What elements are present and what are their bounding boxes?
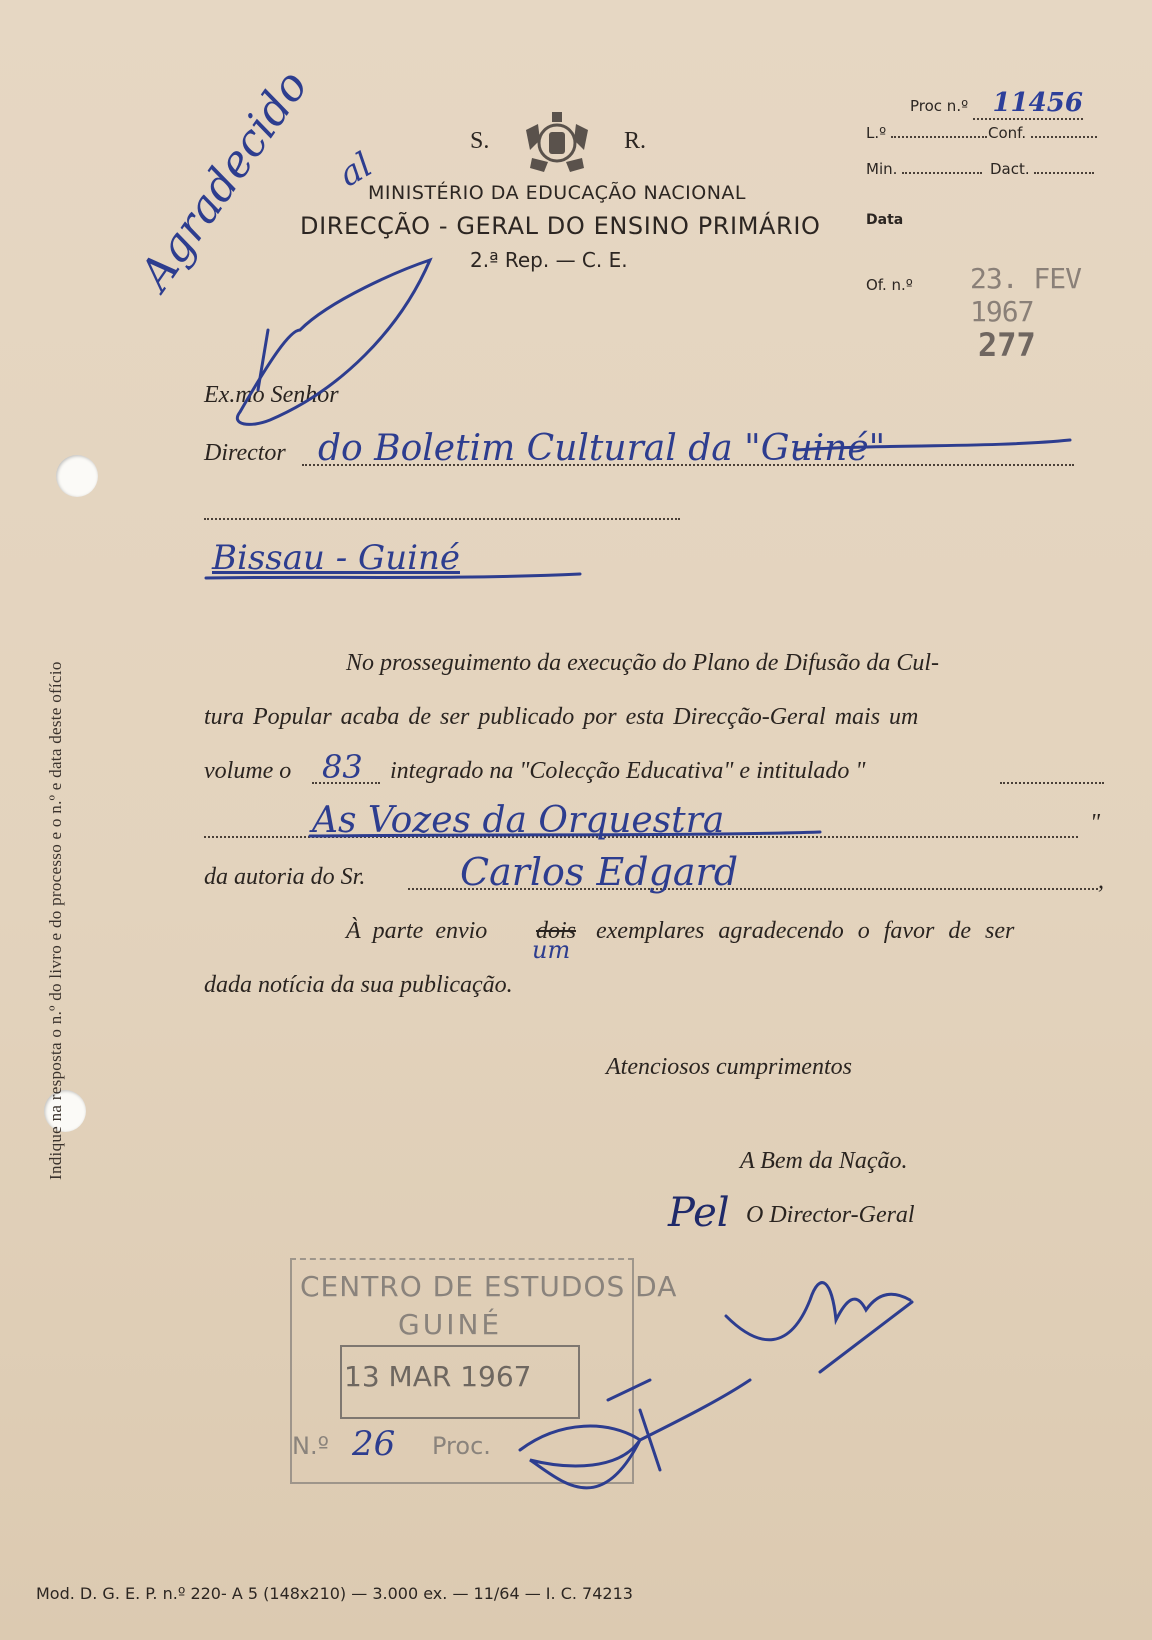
proc-label: Proc n.º — [910, 97, 969, 115]
author-value: Carlos Edgard — [460, 850, 739, 894]
office-number: 277 — [978, 326, 1036, 364]
conf-label: Conf. — [988, 124, 1027, 142]
title-close: " — [1090, 810, 1101, 836]
data-label: Data — [866, 212, 904, 228]
dact-label: Dact. — [990, 160, 1030, 178]
place-value: Bissau - Guiné — [212, 538, 460, 578]
margin-instruction: Indique na resposta o n.º do livro e do processo e o n.º e data deste ofício — [46, 661, 65, 1180]
director-strikethrough — [796, 440, 1070, 450]
body-line-3b: integrado na "Colecção Educativa" e intitulado " — [390, 758, 866, 784]
director-label: Director — [204, 440, 286, 466]
stamp-proc-label: Proc. — [432, 1432, 491, 1460]
body-p2-inserted: um — [532, 936, 571, 964]
ministry-name: MINISTÉRIO DA EDUCAÇÃO NACIONAL — [368, 182, 747, 204]
stamp-line-1: CENTRO DE ESTUDOS DA — [300, 1270, 678, 1303]
header-s: S. — [470, 128, 490, 154]
title-underline — [310, 832, 820, 836]
signer-title: O Director-Geral — [746, 1202, 915, 1228]
stamp-no-value: 26 — [352, 1424, 396, 1464]
margin-annotation: Agradecido — [130, 61, 318, 300]
livro-label: L.º — [866, 124, 887, 142]
body-p2-b: exemplares agradecendo o favor de ser — [596, 918, 1015, 944]
body-p2-line2: dada notícia da sua publicação. — [204, 972, 513, 998]
direccao-name: DIRECÇÃO - GERAL DO ENSINO PRIMÁRIO — [300, 212, 821, 240]
date-stamp: 23. FEV 1967 — [970, 262, 1082, 328]
nation-salute: A Bem da Nação. — [740, 1148, 908, 1174]
volume-number: 83 — [322, 748, 363, 786]
proc-value: 11456 — [973, 88, 1083, 120]
body-line-2: tura Popular acaba de ser publicado por esta Direcção-Geral mais um — [204, 704, 919, 730]
stamp-no-label: N.º — [292, 1432, 329, 1460]
min-label: Min. — [866, 160, 898, 178]
regards: Atenciosos cumprimentos — [606, 1054, 852, 1080]
stamp-scribble — [520, 1380, 750, 1488]
place-underline — [206, 574, 580, 578]
header-r: R. — [624, 128, 647, 154]
stamp-line-2: GUINÉ — [398, 1308, 503, 1341]
margin-initial: al — [332, 144, 380, 196]
form-footer: Mod. D. G. E. P. n.º 220- A 5 (148x210) — 3.000 ex. — 11/64 — I. C. 74213 — [36, 1584, 633, 1603]
director-value: do Boletim Cultural da "Guiné" — [318, 428, 886, 469]
greeting: Ex.mo Senhor — [204, 382, 339, 408]
title-value: As Vozes da Orquestra — [312, 800, 725, 841]
body-line-1: No prosseguimento da execução do Plano de Difusão da Cul- — [346, 650, 940, 676]
of-label: Of. n.º — [866, 276, 913, 294]
body-p2-a: À parte envio — [346, 918, 488, 944]
author-label: da autoria do Sr. — [204, 864, 366, 890]
repartition: 2.ª Rep. — C. E. — [470, 248, 628, 272]
body-p2-struck: dois — [536, 918, 577, 944]
director-signature — [726, 1283, 912, 1372]
body-line-3a: volume o — [204, 758, 292, 784]
author-close: , — [1098, 868, 1104, 894]
stamp-date: 13 MAR 1967 — [344, 1360, 532, 1393]
pel-abbrev: Pel — [668, 1190, 730, 1236]
